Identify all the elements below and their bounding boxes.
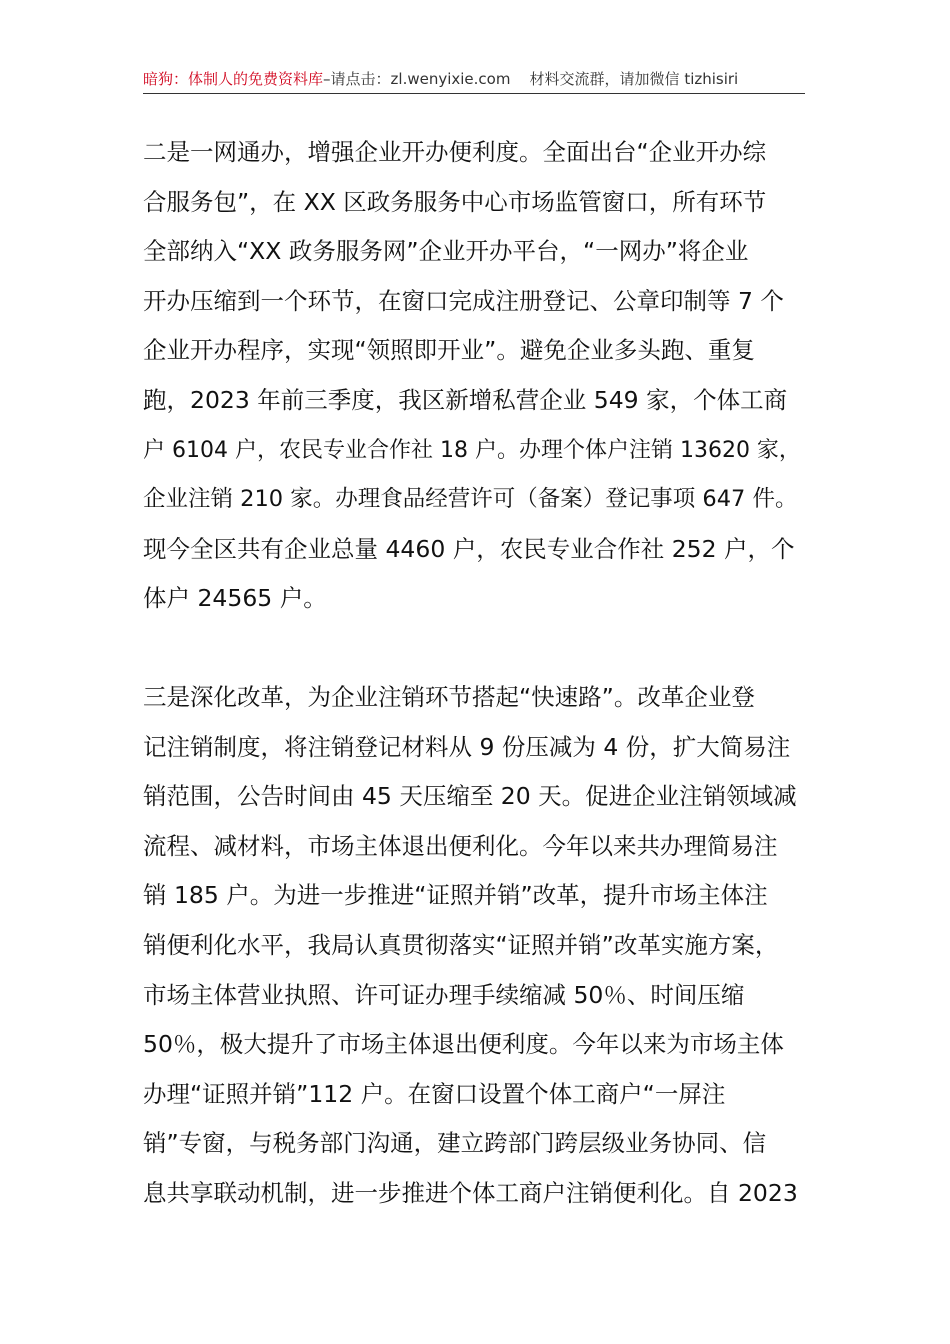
paragraph-line: 二是一网通办，增强企业开办便利度。全面出台“企业开办综: [143, 138, 767, 166]
paragraph-line: 合服务包”，在 XX 区政务服务中心市场监管窗口，所有环节: [143, 187, 767, 216]
paragraph-line: 流程、减材料，市场主体退出便利化。今年以来共办理简易注: [143, 831, 778, 860]
paragraph-line: 开办压缩到一个环节，在窗口完成注册登记、公章印制等 7 个: [143, 286, 784, 315]
paragraph-line: 销范围，公告时间由 45 天压缩至 20 天。促进企业注销领域减: [143, 782, 797, 811]
paragraph-line: 三是深化改革，为企业注销环节搭起“快速路”。改革企业登: [143, 683, 755, 711]
header-wechat-note: 材料交流群，请加微信 tizhisiri: [529, 70, 739, 88]
paragraph-deepen-reform: [143, 673, 811, 1219]
paragraph-line: 销”专窗，与税务部门沟通，建立跨部门跨层级业务协同、信: [143, 1129, 767, 1158]
paragraph-line: 户 6104 户，农民专业合作社 18 户。办理个体户注销 13620 家，: [143, 437, 801, 463]
paragraph-line: 销 185 户。为进一步推进“证照并销”改革，提升市场主体注: [143, 881, 768, 910]
paragraph-line: 企业开办程序，实现“领照即开业”。避免企业多头跑、重复: [143, 336, 755, 365]
paragraph-one-network: [143, 128, 811, 624]
page-header: [143, 68, 805, 90]
paragraph-line: 记注销制度，将注销登记材料从 9 份压减为 4 份，扩大简易注: [143, 732, 791, 761]
paragraph-line: 现今全区共有企业总量 4460 户，农民专业合作社 252 户，个: [143, 534, 795, 563]
paragraph-line: 50％，极大提升了市场主体退出便利度。今年以来为市场主体: [143, 1030, 784, 1059]
header-url-link[interactable]: zl.wenyixie.com: [390, 70, 511, 88]
header-click-prompt: –请点击：: [323, 70, 391, 88]
paragraph-line: 体户 24565 户。: [143, 584, 327, 613]
paragraph-line: 全部纳入“XX 政务服务网”企业开办平台，“一网办”将企业: [143, 237, 749, 266]
header-site-name: 暗狗：体制人的免费资料库: [143, 70, 324, 88]
header-spacer: [510, 70, 529, 88]
header-divider: [143, 93, 805, 94]
paragraph-line: 销便利化水平，我局认真贯彻落实“证照并销”改革实施方案，: [143, 930, 779, 959]
paragraph-line: 息共享联动机制，进一步推进个体工商户注销便利化。自 2023: [143, 1178, 798, 1207]
paragraph-line: 跑，2023 年前三季度，我区新增私营企业 549 家，个体工商: [143, 385, 788, 414]
paragraph-line: 办理“证照并销”112 户。在窗口设置个体工商户“一屏注: [143, 1079, 726, 1108]
paragraph-line: 市场主体营业执照、许可证办理手续缩减 50％、时间压缩: [143, 980, 745, 1009]
paragraph-line: 企业注销 210 家。办理食品经营许可（备案）登记事项 647 件。: [143, 486, 798, 513]
